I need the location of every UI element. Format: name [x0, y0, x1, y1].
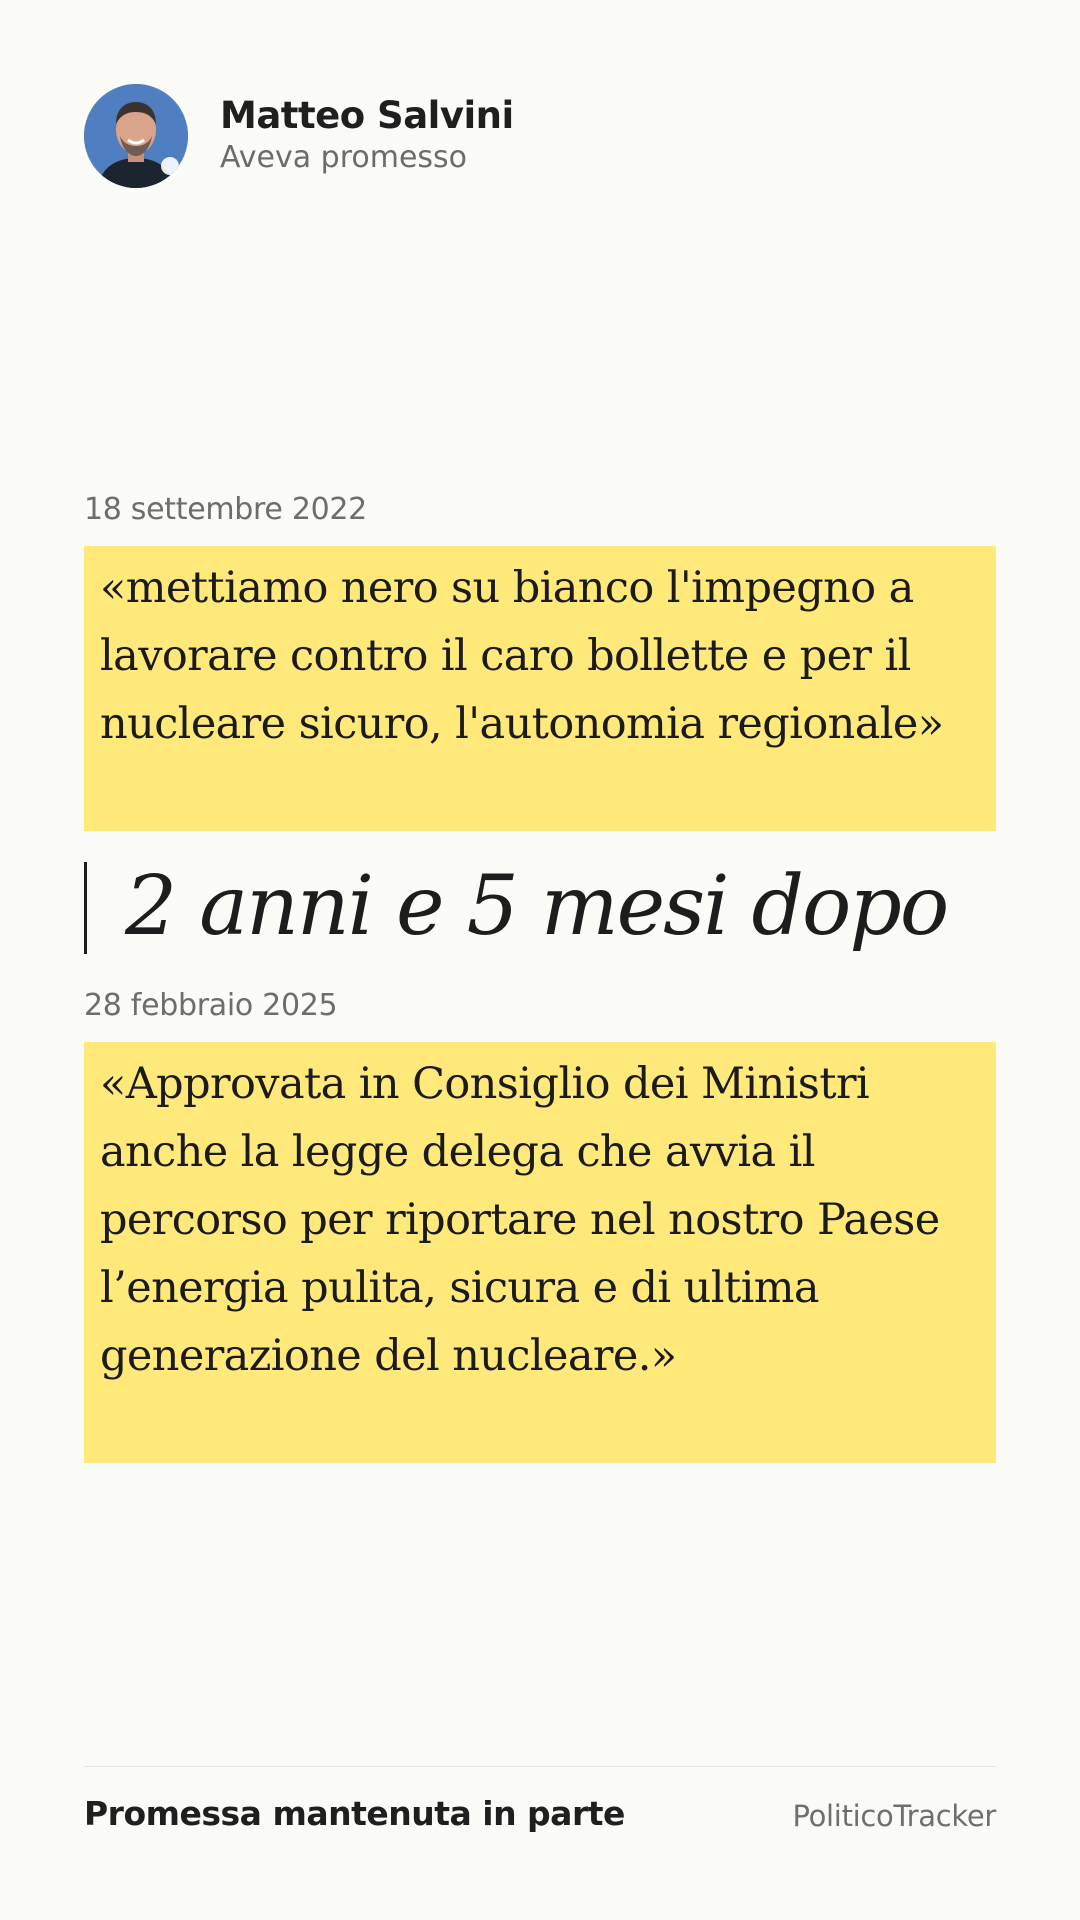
footer-divider — [84, 1766, 996, 1767]
verdict-label: Promessa mantenuta in parte — [84, 1794, 625, 1833]
promise-quote: «mettiamo nero su bianco l'impegno a lavorare contro il caro bollette e per il nucleare sicuro, l'autonomia regionale» — [84, 546, 996, 831]
promise-label: Aveva promesso — [220, 140, 468, 176]
avatar — [84, 84, 188, 188]
header — [84, 84, 514, 188]
brand-name: PoliticoTracker — [792, 1799, 996, 1833]
outcome-quote: «Approvata in Consiglio dei Ministri anche la legge delega che avvia il percorso per riportare nel nostro Paese l’energia pulita, sicura e di ultima generazione del nucleare.» — [84, 1042, 996, 1463]
promise-date: 18 settembre 2022 — [84, 492, 367, 527]
outcome-date: 28 febbraio 2025 — [84, 988, 338, 1023]
elapsed-time: 2 anni e 5 mesi dopo — [84, 862, 947, 954]
person-portrait-icon — [84, 84, 188, 188]
politician-name: Matteo Salvini — [220, 93, 514, 137]
